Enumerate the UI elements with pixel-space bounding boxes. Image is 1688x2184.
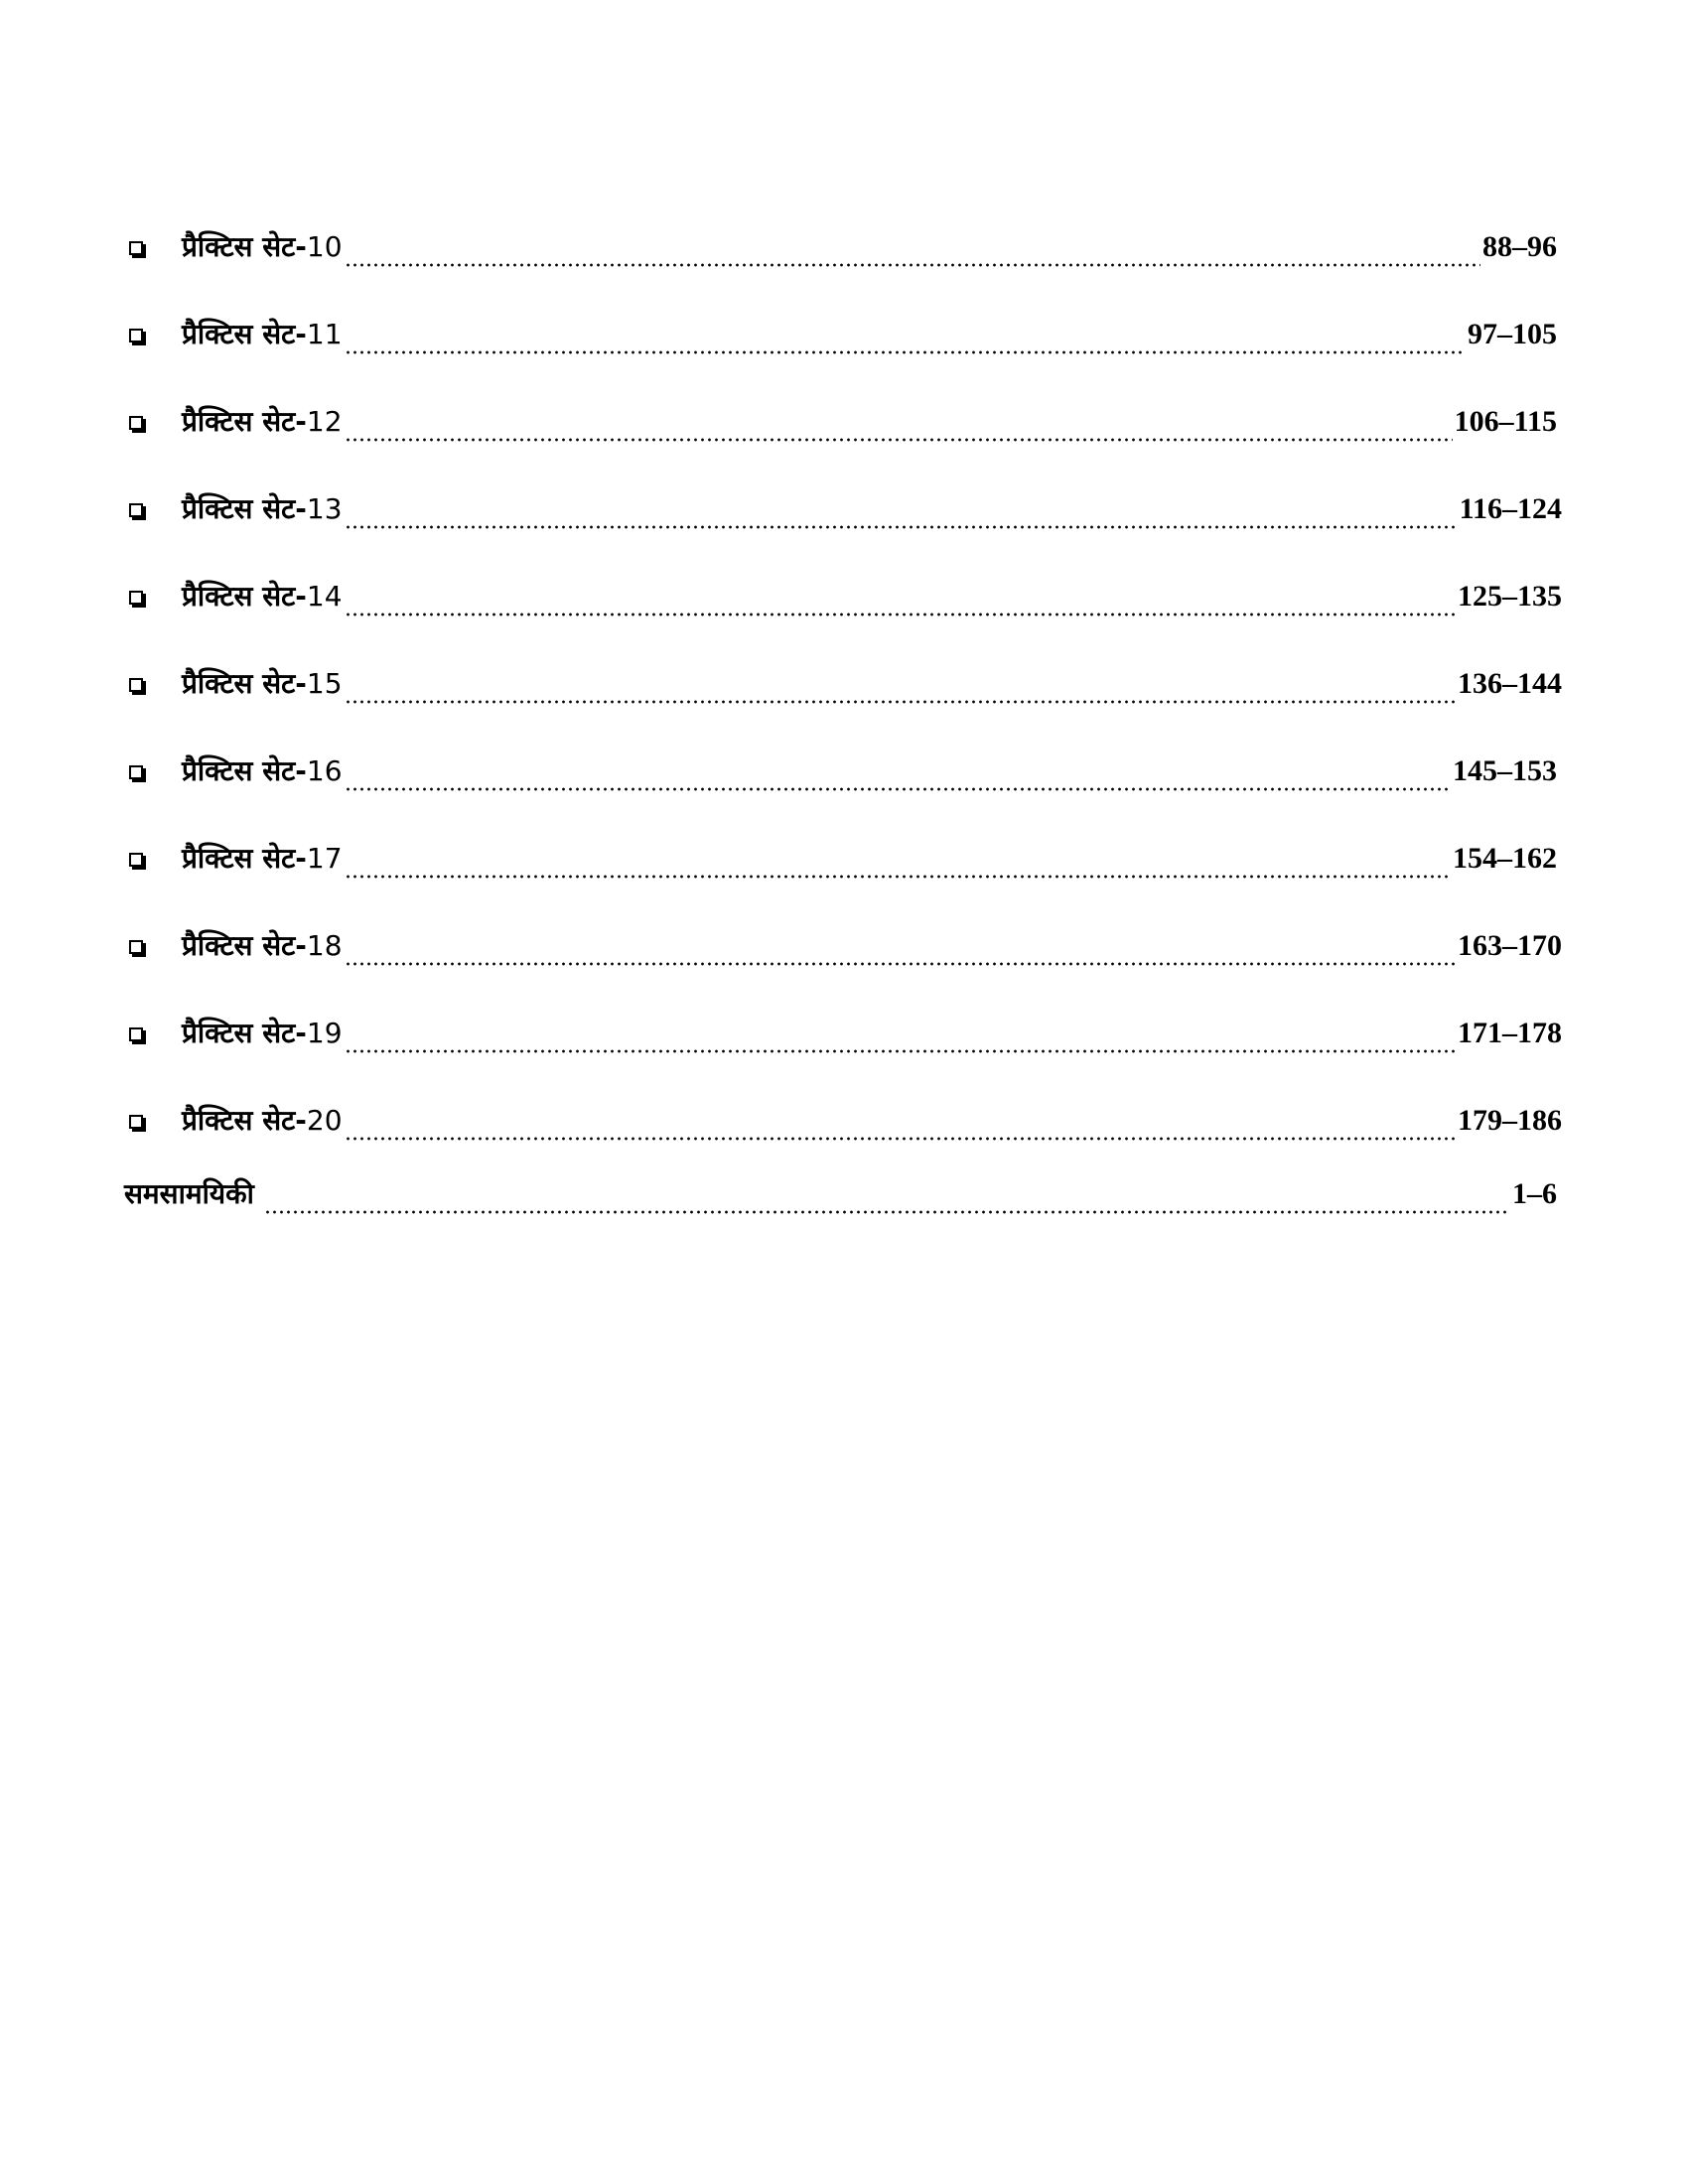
dot-leader: [345, 671, 1456, 705]
dot-leader: [345, 1021, 1456, 1054]
checkbox-square-icon: [129, 591, 143, 605]
dot-leader: [345, 1108, 1456, 1142]
dot-leader: [345, 933, 1456, 967]
checkbox-square-icon: [129, 416, 143, 430]
toc-entry[interactable]: [0, 820, 1688, 880]
checkbox-square-icon: [129, 1115, 143, 1129]
toc-entry-pages: 154–162: [1453, 842, 1557, 875]
toc-entry-label: प्रैक्टिस सेट-20: [182, 1104, 343, 1137]
dot-leader: [345, 584, 1456, 617]
toc-entry-label: प्रैक्टिस सेट-18: [182, 929, 343, 962]
checkbox-square-icon: [129, 1027, 143, 1041]
dot-leader: [264, 1181, 1510, 1215]
checkbox-square-icon: [129, 241, 143, 255]
toc-entry-pages: 125–135: [1458, 580, 1562, 613]
toc-entry[interactable]: [0, 383, 1688, 443]
toc-entry-pages: 116–124: [1459, 492, 1562, 525]
toc-entry[interactable]: [0, 1082, 1688, 1142]
toc-entry-pages: 88–96: [1482, 230, 1557, 263]
toc-entry[interactable]: [0, 471, 1688, 530]
toc-entry[interactable]: [0, 733, 1688, 792]
toc-entry[interactable]: [0, 907, 1688, 967]
dot-leader: [345, 234, 1480, 268]
toc-entry-label: प्रैक्टिस सेट-15: [182, 667, 343, 700]
checkbox-square-icon: [129, 678, 143, 692]
toc-entry-pages: 171–178: [1458, 1017, 1562, 1049]
toc-entry[interactable]: [0, 208, 1688, 268]
toc-entry-label: प्रैक्टिस सेट-13: [182, 492, 343, 525]
toc-entry-label: प्रैक्टिस सेट-19: [182, 1017, 343, 1049]
toc-entry-label: प्रैक्टिस सेट-16: [182, 754, 343, 787]
dot-leader: [345, 758, 1451, 792]
dot-leader: [345, 322, 1466, 355]
toc-entry-pages: 136–144: [1458, 667, 1562, 700]
checkbox-square-icon: [129, 503, 143, 517]
toc-entry-pages: 179–186: [1458, 1104, 1562, 1137]
dot-leader: [345, 846, 1451, 880]
toc-entry-pages: 97–105: [1468, 318, 1557, 350]
toc-entry-label: प्रैक्टिस सेट-17: [182, 842, 343, 875]
dot-leader: [345, 409, 1453, 443]
toc-entry-pages: 145–153: [1453, 754, 1557, 787]
toc-entry-pages: 106–115: [1454, 405, 1557, 438]
toc-entry-pages: 163–170: [1458, 929, 1562, 962]
checkbox-square-icon: [129, 853, 143, 867]
toc-entry-label: प्रैक्टिस सेट-12: [182, 405, 343, 438]
checkbox-square-icon: [129, 765, 143, 779]
toc-entry-current-affairs[interactable]: [0, 1156, 1688, 1215]
dot-leader: [345, 496, 1458, 530]
toc-entry-pages: 1–6: [1512, 1177, 1557, 1210]
toc-entry[interactable]: [0, 296, 1688, 355]
checkbox-square-icon: [129, 329, 143, 342]
toc-entry[interactable]: [0, 645, 1688, 705]
toc-entry-label: प्रैक्टिस सेट-11: [182, 318, 343, 350]
toc-entry[interactable]: [0, 558, 1688, 617]
toc-entry-label: समसामयिकी: [124, 1177, 254, 1210]
toc-entry-label: प्रैक्टिस सेट-10: [182, 230, 343, 263]
toc-entry-label: प्रैक्टिस सेट-14: [182, 580, 343, 613]
toc-entry[interactable]: [0, 995, 1688, 1054]
checkbox-square-icon: [129, 940, 143, 954]
